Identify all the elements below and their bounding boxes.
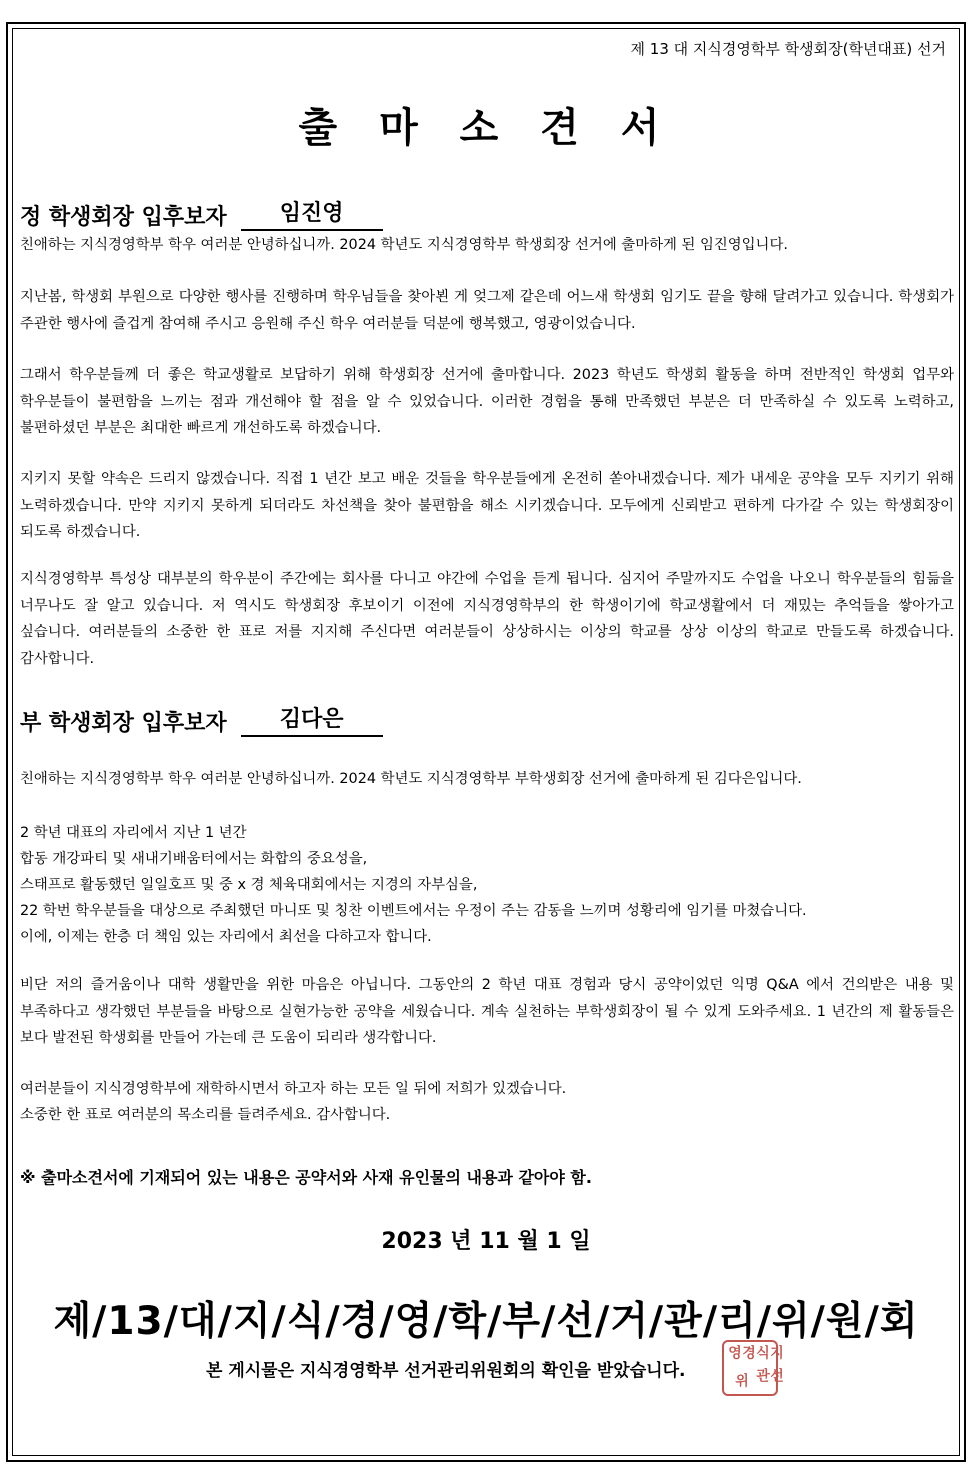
seal-char: 위 <box>733 1372 749 1387</box>
vice-line: 22 학번 학우분들을 대상으로 주최했던 마니또 및 칭찬 이벤트에서는 우정이 주는 감동을 느끼며 성황리에 임기를 마쳤습니다. <box>20 903 807 919</box>
vice-closing-line: 소중한 한 표로 여러분의 목소리를 들려주세요. 감사합니다. <box>20 1107 391 1123</box>
vice-paragraph: 비단 저의 즐거움이나 대학 생활만을 위한 마음은 아닙니다. 그동안의 2 학년 대표 경험과 당시 공약이었던 익명 Q&A 에서 건의받은 내용 및 부족하다고 생각했던 부분들을 바탕으로 실현가능한 공약을 세웠습니다. 계속 실천하는 부학생회장이 될 수 있게 도와주세요. 1 년간의 제 활동들은 보다 발전된 학생회를 만들어 가는데 큰 도움이 되리라 생각합니다. <box>20 977 954 1046</box>
seal-char: 지식 <box>754 1345 784 1359</box>
document-date: 2023 년 11 월 1 일 <box>381 1229 591 1254</box>
seal-char: 경영 <box>726 1345 756 1359</box>
approval-statement: 본 게시물은 지식경영학부 선거관리위원회의 확인을 받았습니다. <box>206 1361 686 1381</box>
committee-name: 제/13/대/지/식/경/영/학/부/선/거/관/리/위/원/회 <box>53 1299 919 1344</box>
president-name: 임진영 <box>241 196 383 231</box>
vice-line: 스태프로 활동했던 일일호프 및 중 x 경 체육대회에서는 지경의 자부심을, <box>20 877 478 893</box>
president-role-label: 정 학생회장 입후보자 <box>20 205 227 230</box>
content-notice: ※ 출마소견서에 기재되어 있는 내용은 공약서와 사재 유인물의 내용과 같아야 함. <box>20 1168 592 1187</box>
vice-line: 이에, 이제는 한층 더 책임 있는 자리에서 최선을 다하고자 합니다. <box>20 929 432 945</box>
election-caption: 제 13 대 지식경영학부 학생회장(학년대표) 선거 <box>630 40 946 58</box>
president-paragraph-2: 지난봄, 학생회 부원으로 다양한 행사를 진행하며 학우님들을 찾아뵌 게 엊그제 같은데 어느새 학생회 임기도 끝을 향해 달려가고 있습니다. 학생회가 주관한 행사에 즐겁게 참여해 주시고 응원해 주신 학우 여러분들 덕분에 행복했고, 영광이었습니다. <box>20 289 954 332</box>
president-candidate-heading <box>20 196 383 231</box>
vice-role-label: 부 학생회장 입후보자 <box>20 711 227 736</box>
vice-closing-line: 여러분들이 지식경영학부에 재학하시면서 하고자 하는 모든 일 뒤에 저희가 있겠습니다. <box>20 1081 567 1097</box>
vice-line: 합동 개강파티 및 새내기배움터에서는 화합의 중요성을, <box>20 851 368 867</box>
president-paragraph-4: 지키지 못할 약속은 드리지 않겠습니다. 직접 1 년간 보고 배운 것들을 학우분들에게 온전히 쏟아내겠습니다. 제가 내세운 공약을 모두 지키기 위해 노력하겠습니다. 만약 지키지 못하게 되더라도 차선책을 찾아 불편함을 해소 시키겠습니다. 모두에게 신뢰받고 편하게 다가갈 수 있는 학생회장이 되도록 하겠습니다. <box>20 471 954 540</box>
vice-line: 2 학년 대표의 자리에서 지난 1 년간 <box>20 825 247 841</box>
vice-name: 김다은 <box>241 702 383 737</box>
vice-achievements <box>20 820 960 950</box>
vice-candidate-heading <box>20 702 383 737</box>
vice-closing <box>20 1076 960 1128</box>
seal-char: 선관 <box>754 1368 784 1382</box>
page-title: 출 마 소 견 서 <box>298 105 674 151</box>
president-paragraph-1: 친애하는 지식경영학부 학우 여러분 안녕하십니까. 2024 학년도 지식경영학부 학생회장 선거에 출마하게 된 임진영입니다. <box>20 237 788 253</box>
committee-seal-stamp <box>722 1340 784 1396</box>
president-paragraph-3: 그래서 학우분들께 더 좋은 학교생활로 보답하기 위해 학생회장 선거에 출마합니다. 2023 학년도 학생회 활동을 하며 전반적인 학생회 업무와 학우분들이 불편함을 느끼는 점과 개선해야 할 점을 알 수 있었습니다. 이러한 경험을 통해 만족했던 부분은 더 만족하실 수 있도록 노력하고, 불편하셨던 부분은 최대한 빠르게 개선하도록 하겠습니다. <box>20 367 954 436</box>
president-paragraph-5: 지식경영학부 특성상 대부분의 학우분이 주간에는 회사를 다니고 야간에 수업을 듣게 됩니다. 심지어 주말까지도 수업을 나오니 학우분들의 힘듦을 너무나도 잘 알고 있습니다. 저 역시도 학생회장 후보이기 이전에 지식경영학부의 한 학생이기에 학교생활에서 더 재밌는 추억들을 쌓아가고 싶습니다. 여러분들의 소중한 한 표로 저를 지지해 주신다면 여러분들이 상상하시는 이상의 학교를 상상 이상의 학교로 만들도록 하겠습니다. 감사합니다. <box>20 571 954 667</box>
vice-intro: 친애하는 지식경영학부 학우 여러분 안녕하십니까. 2024 학년도 지식경영학부 부학생회장 선거에 출마하게 된 김다은입니다. <box>20 771 802 787</box>
